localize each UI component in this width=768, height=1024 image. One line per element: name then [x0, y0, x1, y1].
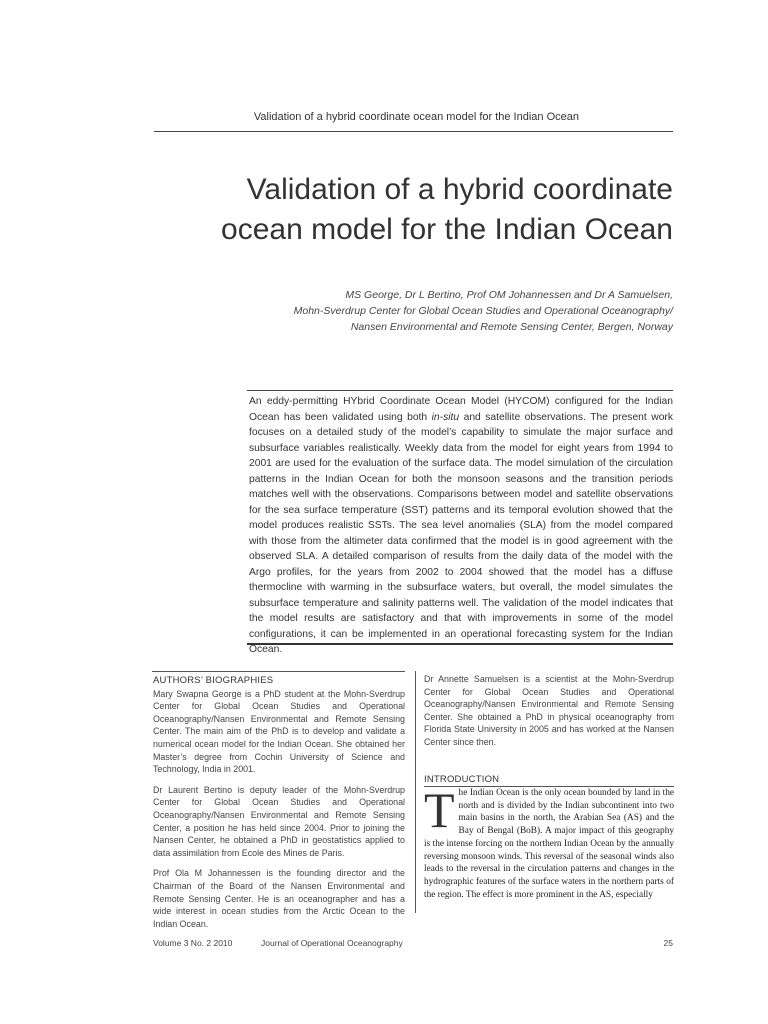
- authors-line-1: MS George, Dr L Bertino, Prof OM Johannessen and Dr A Samuelsen,: [345, 289, 673, 301]
- biographies-top-rule: [152, 671, 405, 672]
- authors-line-2: Mohn-Sverdrup Center for Global Ocean Studies and Operational Oceanography/: [293, 305, 673, 317]
- introduction-heading: INTRODUCTION: [424, 774, 500, 785]
- abstract-top-rule: [247, 390, 673, 391]
- authors-line-3: Nansen Environmental and Remote Sensing Center, Bergen, Norway: [350, 321, 673, 333]
- abstract-italic: in-situ: [431, 411, 460, 423]
- introduction-text: he Indian Ocean is the only ocean bounded by land in the north and is divided by the Indian subcontinent into two main basins in the north, the Arabian Sea (AS) and the Bay of Bengal (BoB). A major impact of this geography is the intense forcing on the northern Indian Ocean by the annually reversing monsoon winds. This reversal of the seasonal winds also leads to the reversal in the circulation patterns and changes in the hydrographic features of the surface waters in the northern parts of the region. The effect is more prominent in the AS, especially: [424, 788, 674, 900]
- abstract-part-2: and satellite observations. The present work focuses on a detailed study of the model’s capability to simulate the major surface and subsurface variables realistically. Weekly data from the model for eight years from 1994 to 2001 are used for the evaluation of the surface data. The model simulation of the circulation patterns in the Indian Ocean for both the monsoon seasons and the transition periods matches well with the observations. Comparisons between model and satellite observations for the sea surface temperature (SST) patterns and its temporal evolution showed that the model produces realistic SSTs. The sea level anomalies (SLA) from the model compared with those from the altimeter data confirmed that the model is in good agreement with the observed SLA. A detailed comparison of results from the daily data of the model with the Argo profiles, for the years from 2002 to 2004 showed that the model has a diffuse thermocline with warming in the subsurface waters, but overall, the model simulates the subsurface temperature and salinity patterns well. The validation of the model indicates that the model results are satisfactory and that with improvements in some of the model configurations, it can be implemented in an operational forecasting system for the Indian Ocean.: [249, 411, 673, 655]
- biographies-heading: AUTHORS’ BIOGRAPHIES: [153, 675, 274, 686]
- bio-paragraph-bertino: Dr Laurent Bertino is deputy leader of the Mohn-Sverdrup Center for Global Ocean Studies and Operational Oceanography/Nansen Environmental and Remote Sensing Center, a position he has held since 2004. Prior to joining the Nansen Center, he obtained a PhD in geostatistics applied to data assimilation from Ecole des Mines de Paris.: [153, 784, 405, 858]
- footer-volume: Volume 3 No. 2 2010: [153, 938, 233, 948]
- bio-paragraph-george: Mary Swapna George is a PhD student at the Mohn-Sverdrup Center for Global Ocean Studies and Operational Oceanography/Nansen Environmental and Remote Sensing Center. The main aim of the PhD is to develop and validate a numerical ocean model for the Indian Ocean. She obtained her Master’s degree from Cochin University of Science and Technology, India in 2001.: [153, 688, 405, 775]
- bio-continued-column: [424, 673, 674, 757]
- title-line-1: Validation of a hybrid coordinate: [246, 173, 673, 206]
- abstract-part-1: An eddy-permitting HYbrid Coordinate Ocean Model (HYCOM) configured for the Indian Ocean has been validated using both: [249, 396, 673, 423]
- biographies-column: [153, 675, 405, 938]
- bio-paragraph-samuelsen: Dr Annette Samuelsen is a scientist at the Mohn-Sverdrup Center for Global Ocean Studies and Operational Oceanography/Nansen Environmental and Remote Sensing Center. She obtained a PhD in physical oceanography from Florida State University in 2005 and has worked at the Nansen Center since then.: [424, 674, 674, 747]
- column-divider: [415, 671, 416, 913]
- bio-paragraph-johannessen: Prof Ola M Johannessen is the founding director and the Chairman of the Board of the Nansen Environmental and Remote Sensing Center. He is an oceanographer and has a wide interest in ocean studies from the Arctic Ocean to the Indian Ocean.: [153, 868, 405, 929]
- footer-journal: Journal of Operational Oceanography: [261, 938, 403, 948]
- abstract-bottom-rule: [247, 643, 673, 645]
- header-rule: [154, 131, 673, 132]
- footer-page-number: 25: [663, 938, 673, 948]
- authors-affiliation: [250, 287, 673, 335]
- article-title: [150, 170, 673, 250]
- drop-cap: T: [424, 782, 455, 838]
- title-line-2: ocean model for the Indian Ocean: [221, 213, 673, 246]
- abstract: [249, 394, 673, 658]
- running-header: Validation of a hybrid coordinate ocean model for the Indian Ocean: [253, 111, 579, 123]
- introduction-body: [424, 782, 674, 901]
